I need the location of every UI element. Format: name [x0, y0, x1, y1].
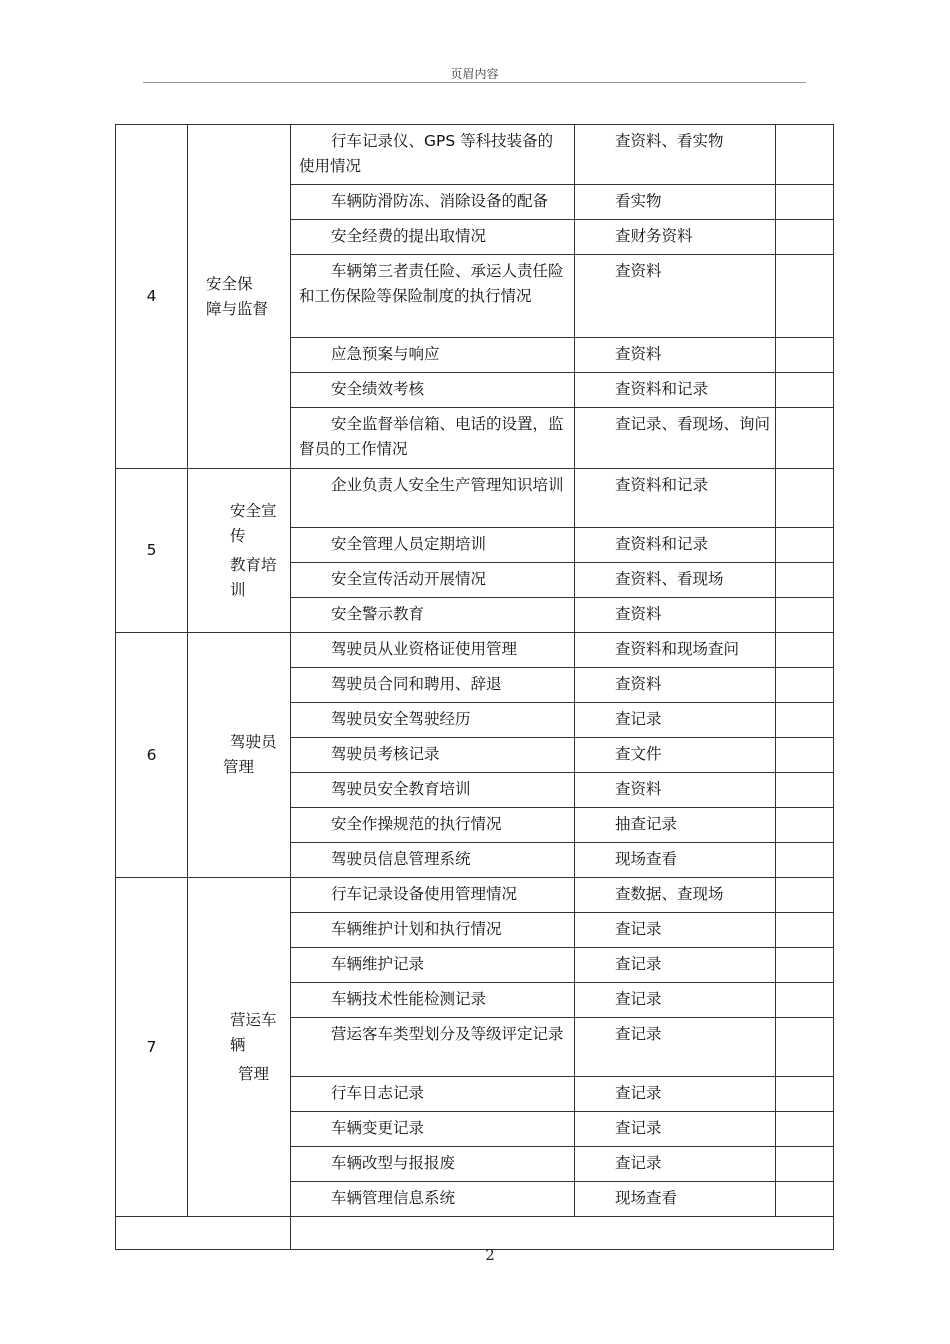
category-line: 驾驶员	[230, 733, 277, 751]
score-cell	[776, 1018, 834, 1077]
inspection-method: 查资料	[575, 773, 776, 808]
inspection-item: 行车日志记录	[291, 1077, 575, 1112]
inspection-item: 安全绩效考核	[291, 373, 575, 408]
score-cell	[776, 808, 834, 843]
inspection-method: 查资料、看现场	[575, 563, 776, 598]
inspection-item: 驾驶员信息管理系统	[291, 843, 575, 878]
score-cell	[776, 843, 834, 878]
category-line: 教育培	[230, 555, 277, 574]
inspection-table	[115, 124, 834, 1250]
inspection-method: 查资料、看实物	[575, 125, 776, 185]
score-cell	[776, 373, 834, 408]
inspection-method: 查记录	[575, 1077, 776, 1112]
inspection-item: 车辆防滑防冻、消除设备的配备	[291, 185, 575, 220]
table-row	[116, 633, 834, 668]
score-cell	[776, 948, 834, 983]
category-line: 传	[230, 526, 246, 545]
category-line: 安全保	[206, 274, 253, 293]
inspection-item: 车辆改型与报报废	[291, 1147, 575, 1182]
inspection-item: 安全管理人员定期培训	[291, 528, 575, 563]
score-cell	[776, 1147, 834, 1182]
inspection-method: 查记录	[575, 1018, 776, 1077]
score-cell	[776, 220, 834, 255]
score-cell	[776, 598, 834, 633]
inspection-item: 安全监督举信箱、电话的设置，监督员的工作情况	[291, 408, 575, 469]
score-cell	[776, 528, 834, 563]
table-row	[116, 469, 834, 528]
score-cell	[776, 125, 834, 185]
inspection-item: 驾驶员安全教育培训	[291, 773, 575, 808]
section-number: 4	[116, 125, 188, 469]
score-cell	[776, 338, 834, 373]
score-cell	[776, 633, 834, 668]
section-category	[188, 878, 291, 1217]
inspection-item: 驾驶员安全驾驶经历	[291, 703, 575, 738]
inspection-item: 车辆第三者责任险、承运人责任险和工伤保险等保险制度的执行情况	[291, 255, 575, 338]
inspection-method: 查资料和现场查问	[575, 633, 776, 668]
score-cell	[776, 913, 834, 948]
inspection-method: 查资料	[575, 598, 776, 633]
inspection-method: 查资料和记录	[575, 469, 776, 528]
inspection-item: 营运客车类型划分及等级评定记录	[291, 1018, 575, 1077]
section-category	[188, 125, 291, 469]
score-cell	[776, 1077, 834, 1112]
inspection-method: 查财务资料	[575, 220, 776, 255]
empty-row	[116, 1217, 834, 1250]
inspection-item: 行车记录设备使用管理情况	[291, 878, 575, 913]
inspection-method: 查资料	[575, 255, 776, 338]
inspection-item: 企业负责人安全生产管理知识培训	[291, 469, 575, 528]
inspection-item: 驾驶员考核记录	[291, 738, 575, 773]
category-line: 训	[230, 580, 246, 599]
inspection-item: 车辆技术性能检测记录	[291, 983, 575, 1018]
inspection-item: 驾驶员合同和聘用、辞退	[291, 668, 575, 703]
score-cell	[776, 983, 834, 1018]
inspection-method: 查记录	[575, 913, 776, 948]
category-line: 辆	[230, 1035, 246, 1054]
empty-cell	[291, 1217, 834, 1250]
score-cell	[776, 668, 834, 703]
section-category	[188, 633, 291, 878]
inspection-method: 查资料	[575, 668, 776, 703]
score-cell	[776, 1112, 834, 1147]
score-cell	[776, 563, 834, 598]
inspection-item: 车辆维护记录	[291, 948, 575, 983]
score-cell	[776, 469, 834, 528]
section-category	[188, 469, 291, 633]
category-line: 障与监督	[206, 299, 269, 318]
inspection-method: 查记录	[575, 948, 776, 983]
score-cell	[776, 185, 834, 220]
inspection-method: 看实物	[575, 185, 776, 220]
page-number: 2	[485, 1246, 495, 1264]
section-number: 7	[116, 878, 188, 1217]
category-line: 管理	[238, 1064, 270, 1083]
inspection-item: 行车记录仪、GPS 等科技装备的使用情况	[291, 125, 575, 185]
empty-cell	[116, 1217, 291, 1250]
score-cell	[776, 773, 834, 808]
inspection-method: 现场查看	[575, 843, 776, 878]
inspection-item: 安全经费的提出取情况	[291, 220, 575, 255]
score-cell	[776, 878, 834, 913]
section-number: 6	[116, 633, 188, 878]
header-divider	[143, 82, 806, 83]
inspection-method: 查资料和记录	[575, 373, 776, 408]
score-cell	[776, 738, 834, 773]
inspection-item: 安全警示教育	[291, 598, 575, 633]
table-row	[116, 878, 834, 913]
inspection-method: 查数据、查现场	[575, 878, 776, 913]
category-line: 管理	[223, 758, 255, 776]
inspection-method: 查记录、看现场、询问	[575, 408, 776, 469]
inspection-method: 抽查记录	[575, 808, 776, 843]
page-header: 页眉内容	[450, 67, 499, 81]
inspection-method: 查记录	[575, 1112, 776, 1147]
inspection-item: 车辆变更记录	[291, 1112, 575, 1147]
inspection-item: 安全宣传活动开展情况	[291, 563, 575, 598]
inspection-method: 查记录	[575, 983, 776, 1018]
section-number: 5	[116, 469, 188, 633]
inspection-item: 应急预案与响应	[291, 338, 575, 373]
score-cell	[776, 1182, 834, 1217]
inspection-item: 安全作操规范的执行情况	[291, 808, 575, 843]
inspection-method: 查资料	[575, 338, 776, 373]
inspection-method: 现场查看	[575, 1182, 776, 1217]
score-cell	[776, 255, 834, 338]
category-line: 安全宣	[230, 501, 277, 520]
score-cell	[776, 408, 834, 469]
inspection-method: 查资料和记录	[575, 528, 776, 563]
inspection-item: 驾驶员从业资格证使用管理	[291, 633, 575, 668]
inspection-item: 车辆管理信息系统	[291, 1182, 575, 1217]
inspection-table-body	[116, 125, 834, 1250]
inspection-method: 查记录	[575, 1147, 776, 1182]
category-line: 营运车	[230, 1010, 277, 1029]
inspection-item: 车辆维护计划和执行情况	[291, 913, 575, 948]
table-row	[116, 125, 834, 185]
score-cell	[776, 703, 834, 738]
inspection-method: 查记录	[575, 703, 776, 738]
inspection-method: 查文件	[575, 738, 776, 773]
